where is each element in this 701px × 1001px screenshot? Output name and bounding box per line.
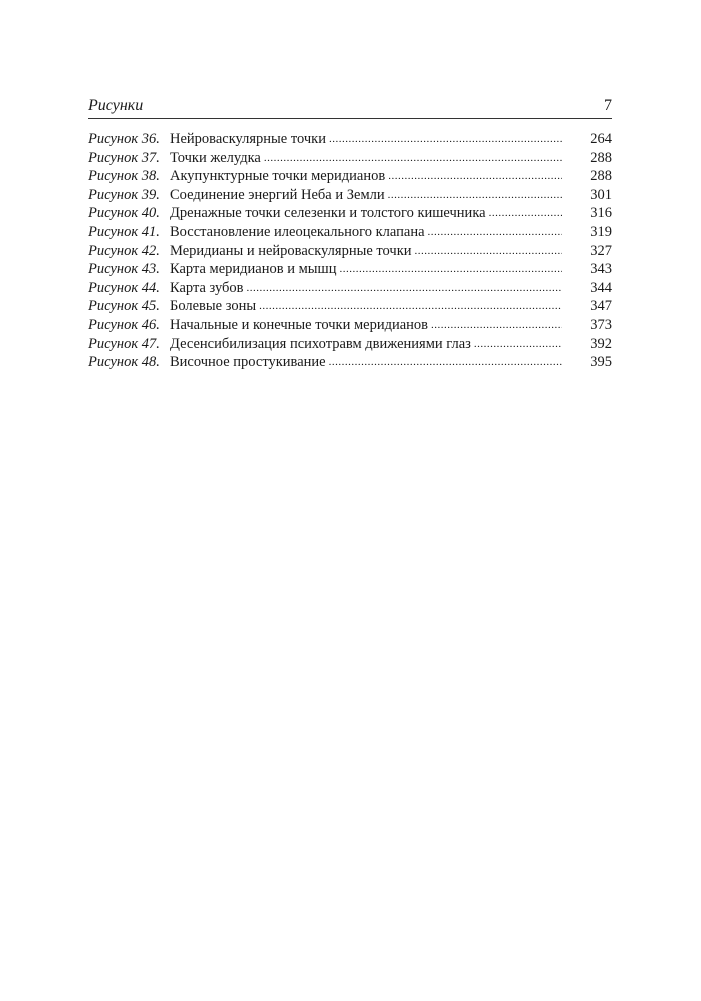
entry-line — [170, 130, 562, 149]
figure-page: 392 — [590, 335, 612, 352]
figure-page: 264 — [590, 131, 612, 147]
entry-line — [170, 353, 562, 372]
entry-line — [170, 167, 562, 186]
figure-page: 316 — [590, 205, 612, 222]
figure-label: Рисунок 45. — [88, 298, 160, 315]
figure-title: Дренажные точки селезенки и толстого кишечника — [170, 205, 486, 222]
toc-row — [88, 335, 612, 354]
figure-label: Рисунок 39. — [88, 186, 160, 203]
entry-line — [170, 204, 562, 223]
toc-row — [88, 149, 612, 168]
figure-page: 327 — [590, 242, 612, 259]
dot-leader — [247, 279, 562, 298]
figure-page: 347 — [590, 298, 612, 315]
dot-leader — [339, 260, 562, 279]
figure-title: Точки желудка — [170, 149, 261, 166]
entry-line — [170, 260, 562, 279]
toc-row — [88, 316, 612, 335]
toc-row — [88, 204, 612, 223]
dot-leader — [489, 204, 562, 223]
header-rule — [88, 118, 612, 119]
figure-page: 344 — [590, 279, 612, 296]
figure-page: 301 — [590, 186, 612, 203]
figure-label: Рисунок 44. — [88, 279, 160, 296]
figure-title: Десенсибилизация психотравм движениями глаз — [170, 335, 471, 352]
figure-page: 288 — [590, 168, 612, 185]
entry-line — [170, 242, 562, 261]
figure-page: 373 — [590, 316, 612, 333]
figure-label: Рисунок 41. — [88, 223, 160, 240]
entry-line — [170, 335, 562, 354]
figure-title: Соединение энергий Неба и Земли — [170, 186, 385, 203]
toc-row — [88, 167, 612, 186]
dot-leader — [388, 167, 562, 186]
figure-label: Рисунок 46. — [88, 316, 160, 333]
page-number: 7 — [604, 97, 612, 114]
dot-leader — [428, 223, 562, 242]
figure-label: Рисунок 43. — [88, 261, 160, 278]
toc-row — [88, 353, 612, 372]
toc-row — [88, 279, 612, 298]
figure-title: Нейроваскулярные точки — [170, 131, 326, 147]
figure-page: 288 — [590, 149, 612, 166]
figure-label: Рисунок 40. — [88, 205, 160, 222]
dot-leader — [415, 242, 562, 261]
running-header — [88, 97, 612, 117]
dot-leader — [259, 297, 562, 316]
figure-label: Рисунок 38. — [88, 168, 160, 185]
figure-title: Болевые зоны — [170, 298, 257, 315]
figure-title: Начальные и конечные точки меридианов — [170, 316, 429, 333]
toc-row — [88, 297, 612, 316]
dot-leader — [329, 130, 562, 149]
figure-list — [88, 130, 612, 372]
section-title: Рисунки — [88, 97, 144, 114]
figure-page: 319 — [590, 223, 612, 240]
figure-title: Меридианы и нейроваскулярные точки — [170, 242, 412, 259]
toc-row — [88, 130, 612, 149]
dot-leader — [264, 149, 562, 168]
figure-label: Рисунок 36. — [88, 131, 160, 147]
figure-label: Рисунок 48. — [88, 354, 160, 371]
entry-line — [170, 186, 562, 205]
figure-page: 395 — [590, 354, 612, 371]
figure-label: Рисунок 42. — [88, 242, 160, 259]
figure-label: Рисунок 37. — [88, 149, 160, 166]
dot-leader — [431, 316, 562, 335]
entry-line — [170, 316, 562, 335]
entry-line — [170, 149, 562, 168]
dot-leader — [388, 186, 562, 205]
toc-row — [88, 260, 612, 279]
figure-title: Восстановление илеоцекального клапана — [170, 223, 425, 240]
toc-row — [88, 223, 612, 242]
dot-leader — [474, 335, 562, 354]
entry-line — [170, 279, 562, 298]
toc-row — [88, 242, 612, 261]
dot-leader — [329, 353, 562, 372]
entry-line — [170, 297, 562, 316]
figure-title: Карта меридианов и мышц — [170, 261, 337, 278]
figure-title: Акупунктурные точки меридианов — [170, 168, 386, 185]
figure-title: Височное простукивание — [170, 354, 326, 371]
entry-line — [170, 223, 562, 242]
figure-label: Рисунок 47. — [88, 335, 160, 352]
figure-title: Карта зубов — [170, 279, 244, 296]
figure-page: 343 — [590, 261, 612, 278]
toc-row — [88, 186, 612, 205]
